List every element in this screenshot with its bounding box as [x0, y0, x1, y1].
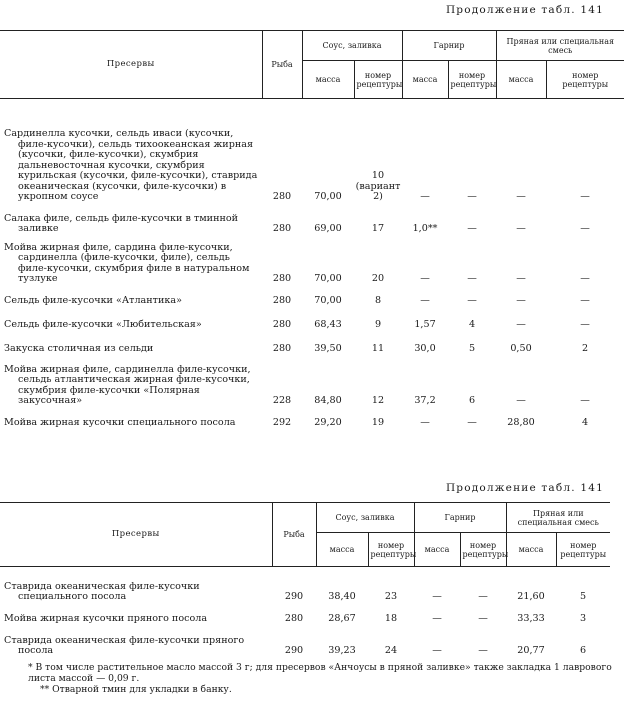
cell-spice-recipe: — — [580, 319, 590, 330]
cell-sauce-mass: 39,23 — [328, 645, 356, 656]
cell-spice-mass: — — [516, 223, 526, 234]
header-sauce: Соус, заливка — [302, 31, 402, 61]
header-spice-recipe: номер рецептуры — [556, 533, 610, 567]
cell-sauce-recipe: 10 (вариант 2) — [355, 170, 401, 202]
cell-fish: 280 — [284, 613, 304, 624]
footnotes — [28, 662, 618, 695]
header-product: Пресервы — [0, 503, 272, 567]
header-spice-recipe: номер рецептуры — [546, 61, 624, 99]
cell-spice-mass: — — [516, 319, 526, 330]
header-spice-mass: масса — [496, 61, 546, 99]
cell-spice-mass: — — [516, 295, 526, 306]
table-row — [0, 331, 624, 355]
row-name: Сельдь филе-кусочки «Любительская» — [4, 319, 202, 330]
cell-fish: 290 — [284, 645, 304, 656]
table-row — [0, 575, 610, 603]
cell-sauce-mass: 70,00 — [314, 273, 342, 284]
header-fish: Рыба — [262, 31, 302, 99]
row-name: Мойва жирная кусочки пряного посола — [4, 613, 208, 624]
cell-garnish-recipe: — — [478, 591, 488, 602]
row-name: Мойва жирная кусочки специального посола — [4, 417, 236, 428]
header-garnish-recipe: номер рецептуры — [460, 533, 506, 567]
cell-garnish-mass: 37,2 — [414, 395, 436, 406]
cell-fish: 228 — [272, 395, 292, 406]
cell-garnish-recipe: — — [467, 273, 477, 284]
header-spice: Пряная или специальная смесь — [506, 503, 610, 533]
cell-garnish-recipe: — — [467, 191, 477, 202]
row-name: Салака филе, сельдь филе-кусочки в тминной заливке — [4, 212, 239, 234]
cell-sauce-mass: 68,43 — [314, 319, 342, 330]
table-row — [0, 307, 624, 331]
cell-fish: 280 — [272, 343, 292, 354]
row-name: Сардинелла кусочки, сельдь иваси (кусочки, филе-кусочки), сельдь тихоокеанская жирная (кусочки, филе-кусочки), скумбрия дальневосточная кусочки, скумбрия курильская (кусочки, филе-кусочки), ставрида океаническая (кусочки, филе-кусочки) в укропном соусе — [4, 128, 258, 202]
cell-garnish-mass: 30,0 — [414, 343, 436, 354]
footnote-2: ** Отварной тмин для укладки в банку. — [40, 684, 232, 695]
cell-sauce-recipe: 20 — [371, 273, 385, 284]
continuation-label: Продолжение табл. 141 — [445, 4, 604, 16]
cell-fish: 292 — [272, 417, 292, 428]
header-garnish-recipe: номер рецептуры — [448, 61, 496, 99]
cell-garnish-recipe: 6 — [468, 395, 476, 406]
header-spice-mass: масса — [506, 533, 556, 567]
cell-spice-mass: — — [516, 191, 526, 202]
cell-sauce-recipe: 11 — [371, 343, 385, 354]
header-garnish: Гарнир — [402, 31, 496, 61]
row-name: Сельдь филе-кусочки «Атлантика» — [4, 295, 182, 306]
cell-sauce-recipe: 17 — [371, 223, 385, 234]
cell-garnish-mass: — — [432, 645, 442, 656]
cell-garnish-mass: — — [420, 295, 430, 306]
cell-sauce-mass: 28,67 — [328, 613, 356, 624]
cell-garnish-mass: — — [432, 613, 442, 624]
header-sauce-mass: масса — [302, 61, 354, 99]
cell-spice-recipe: — — [580, 395, 590, 406]
cell-garnish-mass: — — [420, 273, 430, 284]
cell-spice-mass: 33,33 — [517, 613, 545, 624]
cell-garnish-recipe: — — [467, 417, 477, 428]
cell-spice-recipe: 3 — [579, 613, 587, 624]
cell-fish: 290 — [284, 591, 304, 602]
table-row — [0, 355, 624, 407]
cell-sauce-recipe: 24 — [384, 645, 398, 656]
cell-sauce-mass: 70,00 — [314, 295, 342, 306]
cell-garnish-recipe: 5 — [468, 343, 476, 354]
row-name: Мойва жирная филе, сардина филе-кусочки, сардинелла (филе-кусочки, филе), сельдь филе-кусочки, скумбрия филе в натуральном тузлуке — [4, 241, 250, 284]
cell-fish: 280 — [272, 273, 292, 284]
cell-garnish-recipe: — — [467, 295, 477, 306]
cell-spice-mass: — — [516, 273, 526, 284]
table-row — [0, 407, 624, 429]
continuation-label-2: Продолжение табл. 141 — [445, 482, 604, 494]
cell-sauce-mass: 29,20 — [314, 417, 342, 428]
cell-spice-recipe: — — [580, 273, 590, 284]
cell-garnish-mass: — — [420, 191, 430, 202]
cell-spice-recipe: — — [580, 295, 590, 306]
cell-garnish-mass: — — [432, 591, 442, 602]
table-row — [0, 115, 624, 203]
cell-sauce-mass: 69,00 — [314, 223, 342, 234]
cell-garnish-mass: — — [420, 417, 430, 428]
cell-spice-recipe: 5 — [579, 591, 587, 602]
cell-garnish-mass: 1,0** — [412, 223, 438, 234]
header-garnish: Гарнир — [414, 503, 506, 533]
cell-spice-recipe: — — [580, 191, 590, 202]
cell-garnish-recipe: 4 — [468, 319, 476, 330]
table-row — [0, 235, 624, 285]
cell-fish: 280 — [272, 319, 292, 330]
cell-spice-mass: — — [516, 395, 526, 406]
cell-sauce-mass: 70,00 — [314, 191, 342, 202]
cell-sauce-recipe: 18 — [384, 613, 398, 624]
table-row — [0, 203, 624, 235]
cell-garnish-recipe: — — [478, 645, 488, 656]
cell-spice-mass: 21,60 — [517, 591, 545, 602]
preserves-table-2 — [0, 502, 610, 659]
cell-sauce-mass: 39,50 — [314, 343, 342, 354]
cell-spice-mass: 20,77 — [517, 645, 545, 656]
cell-spice-recipe: 2 — [581, 343, 589, 354]
cell-fish: 280 — [272, 191, 292, 202]
table-row — [0, 625, 610, 659]
cell-sauce-recipe: 19 — [371, 417, 385, 428]
row-name: Закуска столичная из сельди — [4, 343, 154, 354]
cell-spice-mass: 0,50 — [510, 343, 532, 354]
cell-spice-mass: 28,80 — [507, 417, 535, 428]
row-name: Ставрида океаническая филе-кусочки пряного посола — [4, 634, 245, 656]
cell-spice-recipe: 4 — [581, 417, 589, 428]
cell-sauce-recipe: 9 — [374, 319, 382, 330]
header-sauce-recipe: номер рецептуры — [354, 61, 402, 99]
cell-sauce-recipe: 12 — [371, 395, 385, 406]
header-spice: Пряная или специальная смесь — [496, 31, 624, 61]
cell-spice-recipe: — — [580, 223, 590, 234]
header-sauce-recipe: номер рецептуры — [368, 533, 414, 567]
header-garnish-mass: масса — [414, 533, 460, 567]
cell-sauce-recipe: 8 — [374, 295, 382, 306]
table-row — [0, 285, 624, 307]
header-sauce: Соус, заливка — [316, 503, 414, 533]
header-garnish-mass: масса — [402, 61, 448, 99]
cell-sauce-mass: 38,40 — [328, 591, 356, 602]
cell-garnish-recipe: — — [467, 223, 477, 234]
cell-spice-recipe: 6 — [579, 645, 587, 656]
cell-sauce-mass: 84,80 — [314, 395, 342, 406]
header-fish: Рыба — [272, 503, 316, 567]
cell-fish: 280 — [272, 295, 292, 306]
header-sauce-mass: масса — [316, 533, 368, 567]
cell-garnish-mass: 1,57 — [414, 319, 436, 330]
footnote-1: * В том числе растительное масло массой 3 г; для пресервов «Анчоусы в пряной заливке» также закладка 1 лаврового листа массой — 0,09 г. — [28, 662, 612, 684]
cell-sauce-recipe: 23 — [384, 591, 398, 602]
row-name: Мойва жирная филе, сардинелла филе-кусочки, сельдь атлантическая жирная филе-кусочки, скумбрия филе-кусочки «Полярная закусочная» — [4, 363, 251, 406]
row-name: Ставрида океаническая филе-кусочки специального посола — [4, 580, 200, 602]
table-row — [0, 603, 610, 625]
cell-fish: 280 — [272, 223, 292, 234]
header-product: Пресервы — [0, 31, 262, 99]
preserves-table-1 — [0, 30, 624, 429]
cell-garnish-recipe: — — [478, 613, 488, 624]
